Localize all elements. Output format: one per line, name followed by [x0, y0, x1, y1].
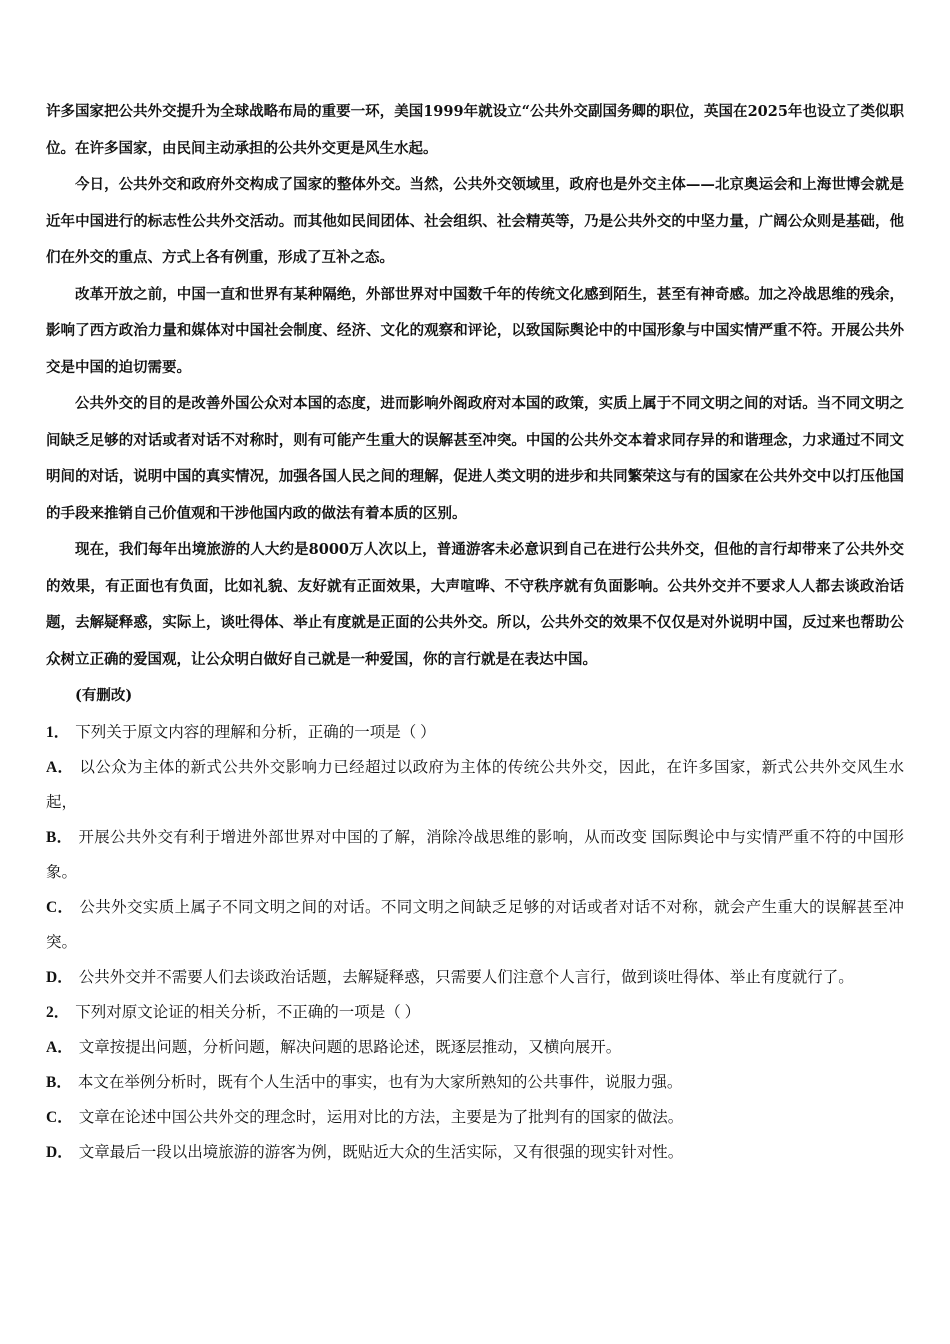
- option-text: 本文在举例分析时，既有个人生活中的事实，也有为大家所熟知的公共事件，说服力强。: [77, 1073, 683, 1091]
- question-text: 下列对原文论证的相关分析，不正确的一项是（ ）: [75, 1003, 421, 1021]
- option-b: [46, 820, 904, 890]
- option-d: [46, 1135, 904, 1170]
- question-stem: [46, 995, 904, 1030]
- question-number: 2．: [46, 1003, 70, 1021]
- option-text: 文章在论述中国公共外交的理念时，运用对比的方法，主要是为了批判有的国家的做法。: [78, 1108, 684, 1126]
- option-text: 开展公共外交有利于增进外部世界对中国的了解，消除冷战思维的影响，从而改变 国际舆论中与实情严重不符的中国形象。: [46, 828, 904, 881]
- option-text: 公共外交实质上属子不同文明之间的对话。不同文明之间缺乏足够的对话或者对话不对称，就会产生重大的误解甚至冲突。: [46, 898, 904, 951]
- article-paragraph-2: 今日，公共外交和政府外交构成了国家的整体外交。当然，公共外交领域里，政府也是外交主体——北京奥运会和上海世博会就是近年中国进行的标志性公共外交活动。而其他如民间团体、社会组织、社会精英等，乃是公共外交的中坚力量，广阔公众则是基础，他们在外交的重点、方式上各有例重，形成了互补之态。: [46, 176, 904, 266]
- question-stem: [46, 715, 904, 750]
- option-label: A．: [46, 1038, 73, 1056]
- option-d: [46, 960, 904, 995]
- question-list: [46, 715, 904, 1170]
- document-page: [46, 94, 904, 1170]
- option-c: [46, 1100, 904, 1135]
- article-body: [46, 94, 904, 715]
- option-label: D．: [46, 968, 73, 986]
- question-number: 1．: [46, 723, 70, 741]
- option-label: C．: [46, 898, 74, 916]
- option-b: [46, 1065, 904, 1100]
- option-label: D．: [46, 1143, 73, 1161]
- option-label: C．: [46, 1108, 73, 1126]
- option-label: B．: [46, 828, 73, 846]
- article-paragraph-1: 许多国家把公共外交提升为全球战略布局的重要一环，美国1999年就设立“公共外交副国务卿的职位，英国在2025年也设立了类似职位。在许多国家，由民间主动承担的公共外交更是风生水起。: [46, 103, 904, 157]
- article-paragraph-4: 公共外交的目的是改善外国公众对本国的态度，进而影响外阁政府对本国的政策，实质上属于不同文明之间的对话。当不同文明之间缺乏足够的对话或者对话不对称时，则有可能产生重大的误解甚至冲突。中国的公共外交本着求同存异的和谐理念，力求通过不同文明间的对话，说明中国的真实情况，加强各国人民之间的理解，促进人类文明的进步和共同繁荣这与有的国家在公共外交中以打压他国的手段来推销自己价值观和干涉他国内政的做法有着本质的区别。: [46, 395, 904, 522]
- option-text: 以公众为主体的新式公共外交影响力已经超过以政府为主体的传统公共外交，因此，在许多国家，新式公共外交风生水起，: [46, 758, 904, 811]
- option-text: 文章按提出问题，分析问题，解决问题的思路论述，既逐层推动，又横向展开。: [78, 1038, 622, 1056]
- article-paragraph-5: 现在，我们每年出境旅游的人大约是8000万人次以上，普通游客未必意识到自己在进行公共外交，但他的言行却带来了公共外交的效果，有正面也有负面，比如礼貌、友好就有正面效果，大声喧哗、不守秩序就有负面影响。公共外交并不要求人人都去谈政治话题，去解疑释惑，实际上，谈吐得体、举止有度就是正面的公共外交。所以，公共外交的效果不仅仅是对外说明中国，反过来也帮助公众树立正确的爱国观，让公众明白做好自己就是一种爱国，你的言行就是在表达中国。: [46, 541, 904, 668]
- question-text: 下列关于原文内容的理解和分析，正确的一项是（ ）: [75, 723, 436, 741]
- option-text: 文章最后一段以出境旅游的游客为例，既贴近大众的生活实际，又有很强的现实针对性。: [78, 1143, 684, 1161]
- question-2: [46, 995, 904, 1170]
- option-label: A．: [46, 758, 74, 776]
- revision-note: (有删改): [75, 687, 133, 704]
- option-label: B．: [46, 1073, 72, 1091]
- option-text: 公共外交并不需要人们去谈政治话题，去解疑释惑，只需要人们注意个人言行，做到谈吐得体、举止有度就行了。: [78, 968, 854, 986]
- option-c: [46, 890, 904, 960]
- article-paragraph-3: 改革开放之前，中国一直和世界有某种隔绝，外部世界对中国数千年的传统文化感到陌生，甚至有神奇感。加之冷战思维的残余，影响了西方政治力量和媒体对中国社会制度、经济、文化的观察和评论，以致国际舆论中的中国形象与中国实情严重不符。开展公共外交是中国的迫切需要。: [46, 285, 904, 376]
- question-1: [46, 715, 904, 995]
- option-a: [46, 1030, 904, 1065]
- option-a: [46, 750, 904, 820]
